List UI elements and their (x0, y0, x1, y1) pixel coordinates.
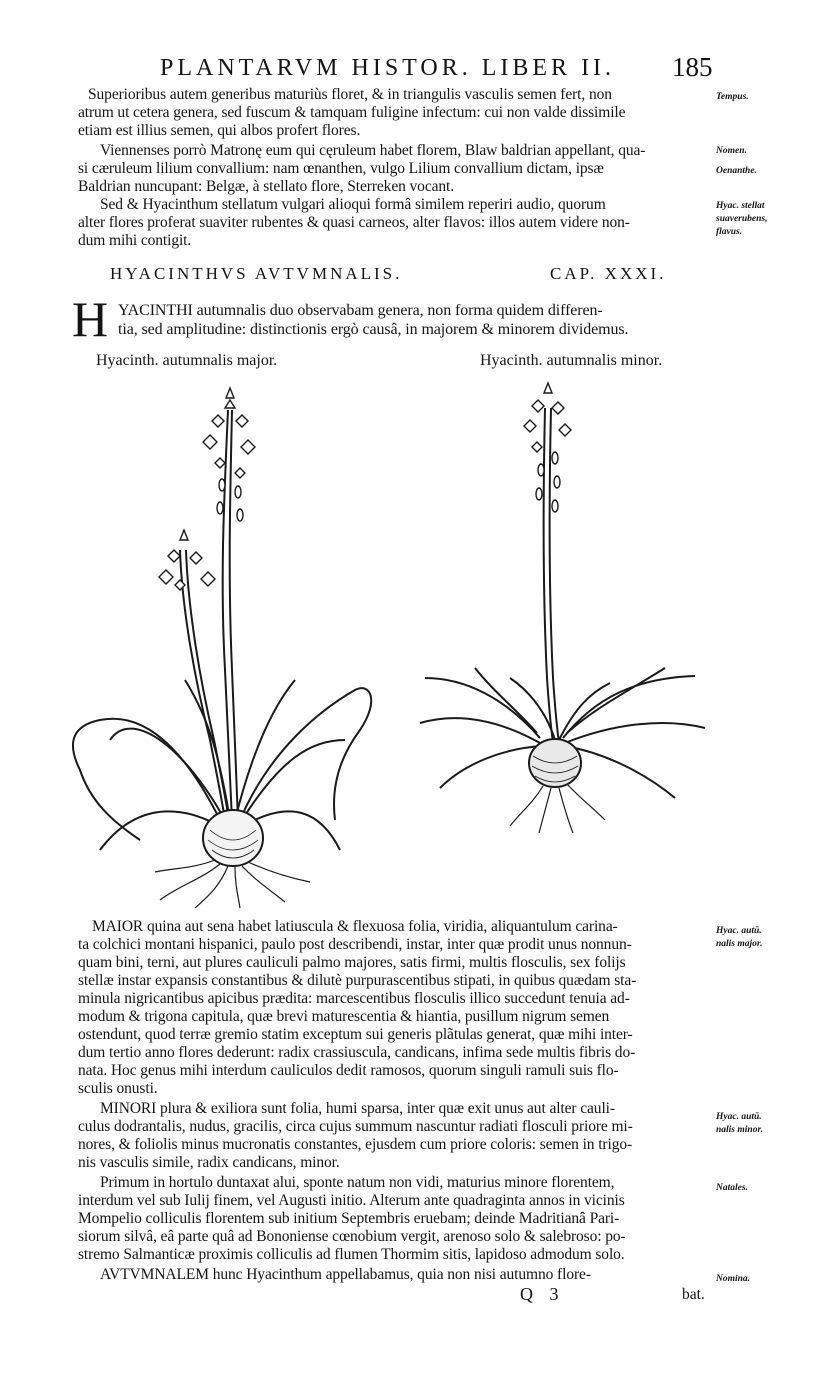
text-line: quam bini, terni, aut plures cauliculi palmo majores, satis firmi, multis flosculis, sex folijs (78, 954, 626, 971)
text-line: nores, & foliolis minus mucronatis constantes, ejusdem cum priore coloris: semen in trigo- (78, 1136, 633, 1153)
text-line: AVTVMNALEM hunc Hyacinthum appellabamus, quia non nisi autumno flore- (100, 1266, 591, 1283)
hyacinth-minor-illustration (415, 378, 715, 838)
text-line: MINORI plura & exiliora sunt folia, humi sparsa, inter quæ exit unus aut alter cauli- (100, 1100, 615, 1117)
hyacinth-major-illustration (70, 380, 370, 910)
text-line: siorum silvâ, eâ parte quâ ad Bononiense cœnobium vergit, arenoso solo & salebroso: po- (78, 1228, 626, 1245)
text-line: atrum ut cetera genera, sed fuscum & tamquam fuligine infectum: cui non valde dissimile (78, 104, 626, 121)
text-line: etiam est illius semen, qui albos profert flores. (78, 122, 361, 139)
text-line: ostendunt, quod terræ gremio statim exceptum sui generis plãtulas generat, quæ mihi inter- (78, 1026, 633, 1043)
chapter-number: CAP. XXXI. (550, 264, 667, 283)
margin-note: flavus. (716, 227, 743, 237)
text-line: nis vasculis simile, radix candicans, minor. (78, 1154, 340, 1171)
margin-note: Hyac. stellat (716, 201, 765, 211)
text-line: alter flores proferat suaviter rubentes & quasi carneos, alter flavos: illos autem videre non- (78, 214, 630, 231)
text-line: ta colchici montani hispanici, paulo post describendi, instar, inter quæ prodit unus nonnun- (78, 936, 632, 953)
figure-caption-minor: Hyacinth. autumnalis minor. (480, 352, 663, 369)
text-line: interdum vel sub Iulij finem, vel Augusti initio. Alterum ante quadraginta annos in vicinis (78, 1192, 625, 1209)
text-line: dum tertio anno flores dederunt: radix crassiuscula, candicans, infima sede multis fibris do- (78, 1044, 636, 1061)
catchword: bat. (682, 1286, 705, 1303)
text-line: stremo Salmanticæ proximis colliculis ad flumen Thormim sitis, lapidoso admodum solo. (78, 1246, 625, 1263)
margin-note: suaverubens, (716, 214, 768, 224)
margin-note: Hyac. autū. (716, 926, 762, 936)
text-line: stellæ instar expansis constantibus & dilutè purpurascentibus stipati, in quibus quædam sta- (78, 972, 637, 989)
intro-line: YACINTHI autumnalis duo observabam genera, non forma quidem differen- (118, 302, 603, 319)
margin-note: Oenanthe. (716, 166, 757, 176)
intro-line: tia, sed amplitudine: distinctionis ergò causâ, in majorem & minorem dividemus. (118, 321, 629, 338)
text-line: Mompelio colliculis florentem sub initium Septembris eruebam; deinde Madritianâ Pari- (78, 1210, 620, 1227)
text-line: nata. Hoc genus mihi interdum cauliculos dedit ramosos, quorum singuli ramuli suis flo- (78, 1062, 619, 1079)
figure-caption-major: Hyacinth. autumnalis major. (96, 352, 278, 369)
chapter-title: HYACINTHVS AVTVMNALIS. (110, 264, 403, 283)
margin-note: nalis minor. (716, 1125, 763, 1135)
text-line: Primum in hortulo duntaxat alui, sponte natum non vidi, maturius minore florentem, (100, 1174, 615, 1191)
text-line: si cæruleum lilium convallium: nam œnanthen, vulgo Lilium convallium dictam, ipsæ (78, 160, 604, 177)
page-number: 185 (672, 52, 713, 82)
margin-note: Tempus. (716, 92, 749, 102)
drop-cap: H (72, 291, 109, 347)
text-line: Superioribus autem generibus maturiùs floret, & in triangulis vasculis semen fert, non (88, 86, 612, 103)
text-line: modum & trigona capitula, quæ brevi maturescentia & hiantia, pusillum nigrum semen (78, 1008, 610, 1025)
text-line: Sed & Hyacinthum stellatum vulgari alioqui formâ similem reperiri audio, quorum (100, 196, 606, 213)
running-title: PLANTARVM HISTOR. LIBER II. (160, 55, 616, 81)
text-line: Viennenses porrò Matronę eum qui cęruleum habet florem, Blaw baldrian appellant, qua- (100, 142, 646, 159)
text-line: dum mihi contigit. (78, 232, 192, 249)
margin-note: Nomina. (716, 1274, 751, 1284)
margin-note: Nomen. (716, 146, 747, 156)
text-line: MAIOR quina aut sena habet latiuscula & flexuosa folia, viridia, aliquantulum carina- (92, 918, 618, 935)
margin-note: Hyac. autū. (716, 1112, 762, 1122)
text-line: culus dodrantalis, nudus, gracilis, circa cujus summum nascuntur radiati flosculi priore mi- (78, 1118, 633, 1135)
text-line: sculis onusti. (78, 1080, 158, 1097)
margin-note: Natales. (716, 1183, 748, 1193)
text-line: Baldrian nuncupant: Belgæ, à stellato flore, Sterreken vocant. (78, 178, 455, 195)
text-line: minula nigricantibus apicibus prædita: marcescentibus flosculis illico succedunt tenuia ad- (78, 990, 630, 1007)
signature-mark: Q 3 (520, 1284, 565, 1304)
margin-note: nalis major. (716, 939, 763, 949)
